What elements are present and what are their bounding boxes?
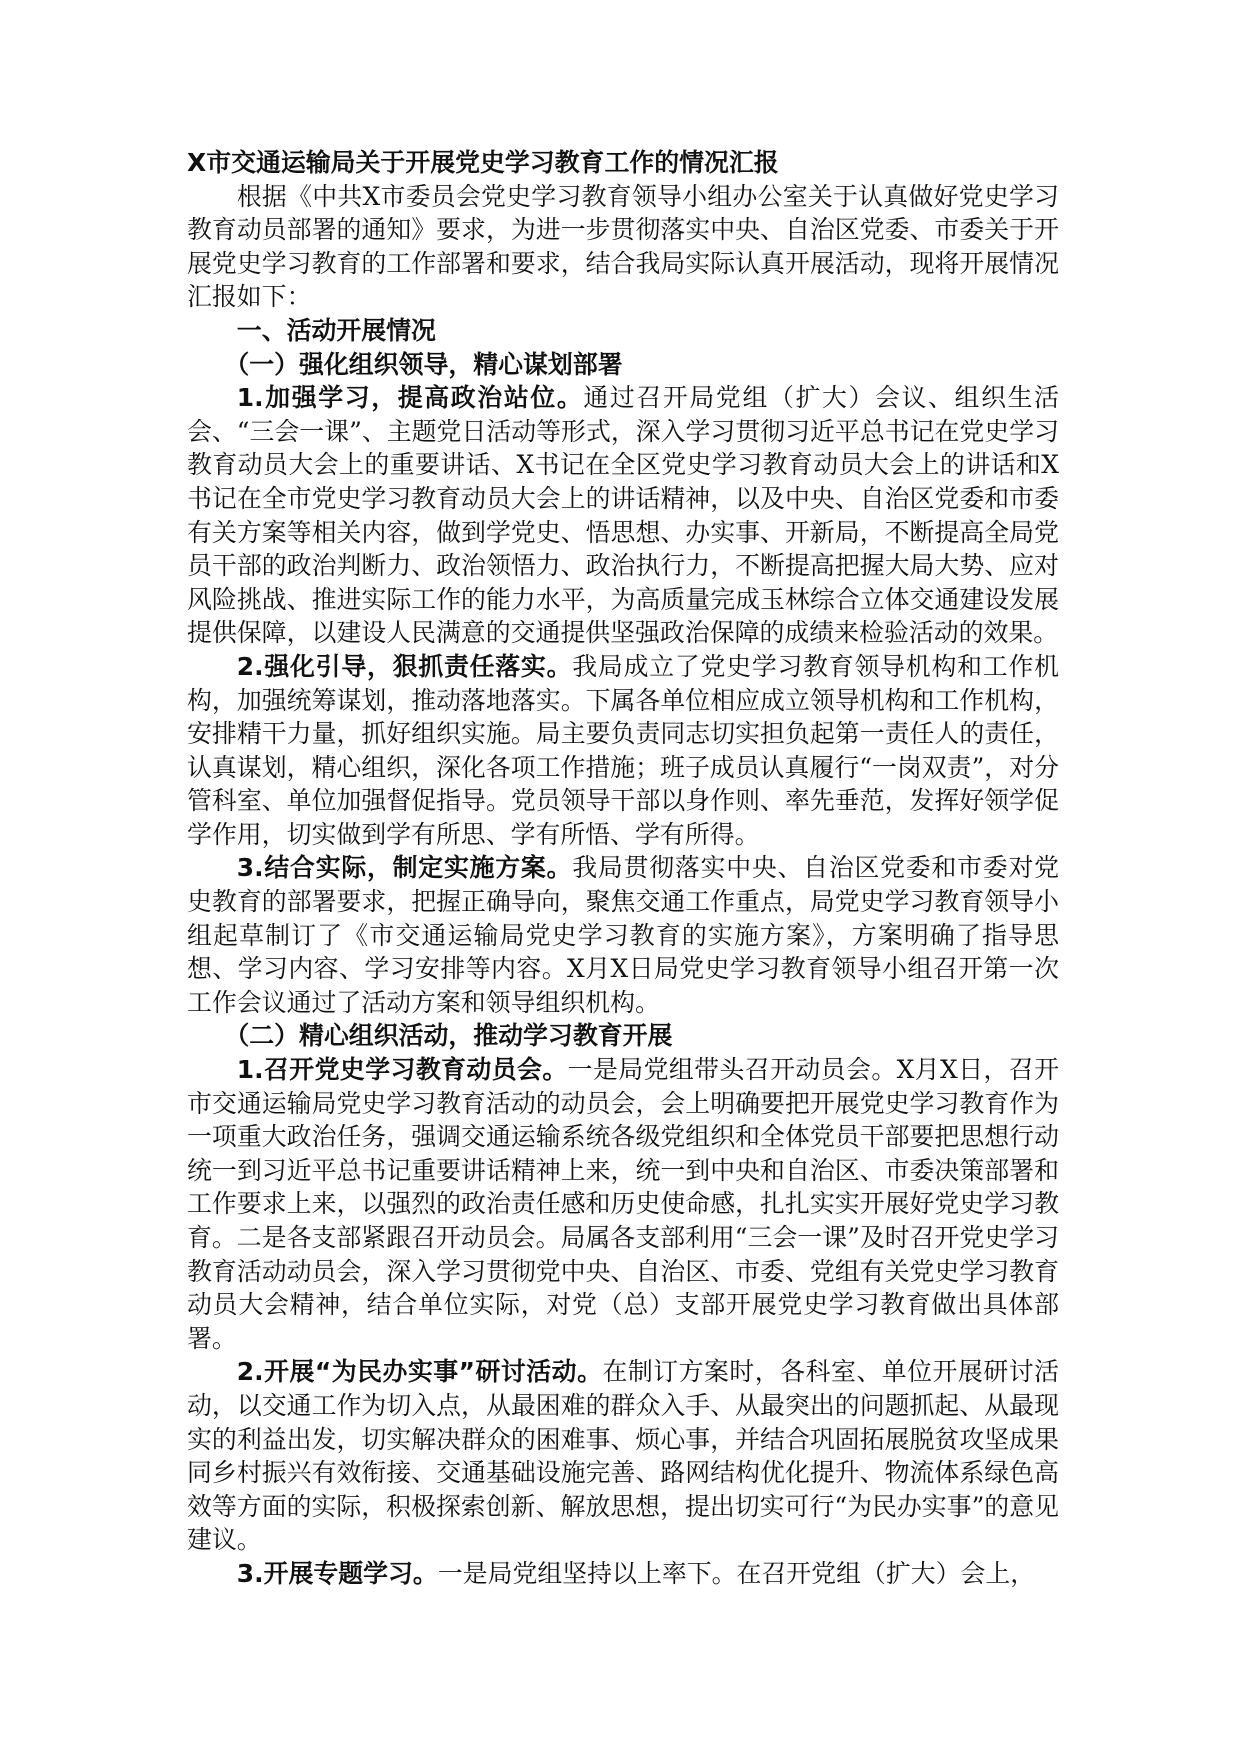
paragraph-lead: 3.结合实际，制定实施方案。 (236, 853, 573, 883)
subsection-heading: （一）强化组织领导，精心谋划部署 (224, 349, 623, 379)
paragraph (187, 650, 1059, 852)
paragraph (187, 1557, 1059, 1591)
paragraph (187, 851, 1059, 1019)
paragraph-text: 我局成立了党史学习教育领导机构和工作机构，加强统筹谋划，推动落地落实。下属各单位相应成立领导机构和工作机构，安排精干力量，抓好组织实施。局主要负责同志切实担负起第一责任人的责任，认真谋划，精心组织，深化各项工作措施；班子成员认真履行“一岗双责”，对分管科室、单位加强督促指导。党员领导干部以身作则、率先垂范，发挥好领学促学作用，切实做到学有所思、学有所悟、学有所得。 (187, 651, 1059, 849)
subsection-heading: （二）精心组织活动，推动学习教育开展 (224, 1021, 673, 1051)
paragraph-lead: 1.加强学习，提高政治站位。 (236, 383, 584, 413)
paragraph-lead: 2.开展“为民办实事”研讨活动。 (236, 1357, 603, 1387)
section-heading: 一、活动开展情况 (236, 315, 436, 345)
paragraph-text: 通过召开局党组（扩大）会议、组织生活会、“三会一课”、主题党日活动等形式，深入学习贯彻习近平总书记在党史学习教育动员大会上的重要讲话、X书记在全区党史学习教育动员大会上的讲话和X书记在全市党史学习教育动员大会上的讲话精神，以及中央、自治区党委和市委有关方案等相关内容，做到学党史、悟思想、办实事、开新局，不断提高全局党员干部的政治判断力、政治领悟力、政治执行力，不断提高把握大局大势、应对风险挑战、推进实际工作的能力水平，为高质量完成玉林综合立体交通建设发展提供保障，以建设人民满意的交通提供坚强政治保障的成绩来检验活动的效果。 (187, 383, 1059, 648)
paragraph (187, 1053, 1059, 1355)
intro-paragraph: 根据《中共X市委员会党史学习教育领导小组办公室关于认真做好党史学习教育动员部署的通知》要求，为进一步贯彻落实中央、自治区党委、市委关于开展党史学习教育的工作部署和要求，结合我局实际认真开展活动，现将开展情况汇报如下： (187, 181, 1059, 312)
paragraph (187, 381, 1059, 650)
paragraph-lead: 1.召开党史学习教育动员会。 (236, 1055, 568, 1085)
document-title: X市交通运输局关于开展党史学习教育工作的情况汇报 (187, 148, 779, 177)
paragraph-lead: 2.强化引导，狠抓责任落实。 (236, 651, 573, 681)
paragraph-text: 一是局党组坚持以上率下。在召开党组（扩大）会上， (437, 1558, 1036, 1588)
paragraph-text: 我局贯彻落实中央、自治区党委和市委对党史教育的部署要求，把握正确导向，聚焦交通工作重点，局党史学习教育领导小组起草制订了《市交通运输局党史学习教育的实施方案》，方案明确了指导思想、学习内容、学习安排等内容。X月X日局党史学习教育领导小组召开第一次工作会议通过了活动方案和领导组织机构。 (187, 853, 1059, 1017)
paragraph (187, 1355, 1059, 1557)
paragraph-text: 一是局党组带头召开动员会。X月X日，召开市交通运输局党史学习教育活动的动员会，会上明确要把开展党史学习教育作为一项重大政治任务，强调交通运输系统各级党组织和全体党员干部要把思想行动统一到习近平总书记重要讲话精神上来，统一到中央和自治区、市委决策部署和工作要求上来，以强烈的政治责任感和历史使命感，扎扎实实开展好党史学习教育。二是各支部紧跟召开动员会。局属各支部利用“三会一课”及时召开党史学习教育活动动员会，深入学习贯彻党中央、自治区、市委、党组有关党史学习教育动员大会精神，结合单位实际，对党（总）支部开展党史学习教育做出具体部署。 (187, 1055, 1059, 1353)
paragraph-text: 在制订方案时，各科室、单位开展研讨活动，以交通工作为切入点，从最困难的群众入手、从最突出的问题抓起、从最现实的利益出发，切实解决群众的困难事、烦心事，并结合巩固拓展脱贫攻坚成果同乡村振兴有效衔接、交通基础设施完善、路网结构优化提升、物流体系绿色高效等方面的实际，积极探索创新、解放思想，提出切实可行“为民办实事”的意见建议。 (187, 1357, 1059, 1555)
document-page (187, 146, 1059, 1591)
paragraph-lead: 3.开展专题学习。 (236, 1558, 438, 1588)
